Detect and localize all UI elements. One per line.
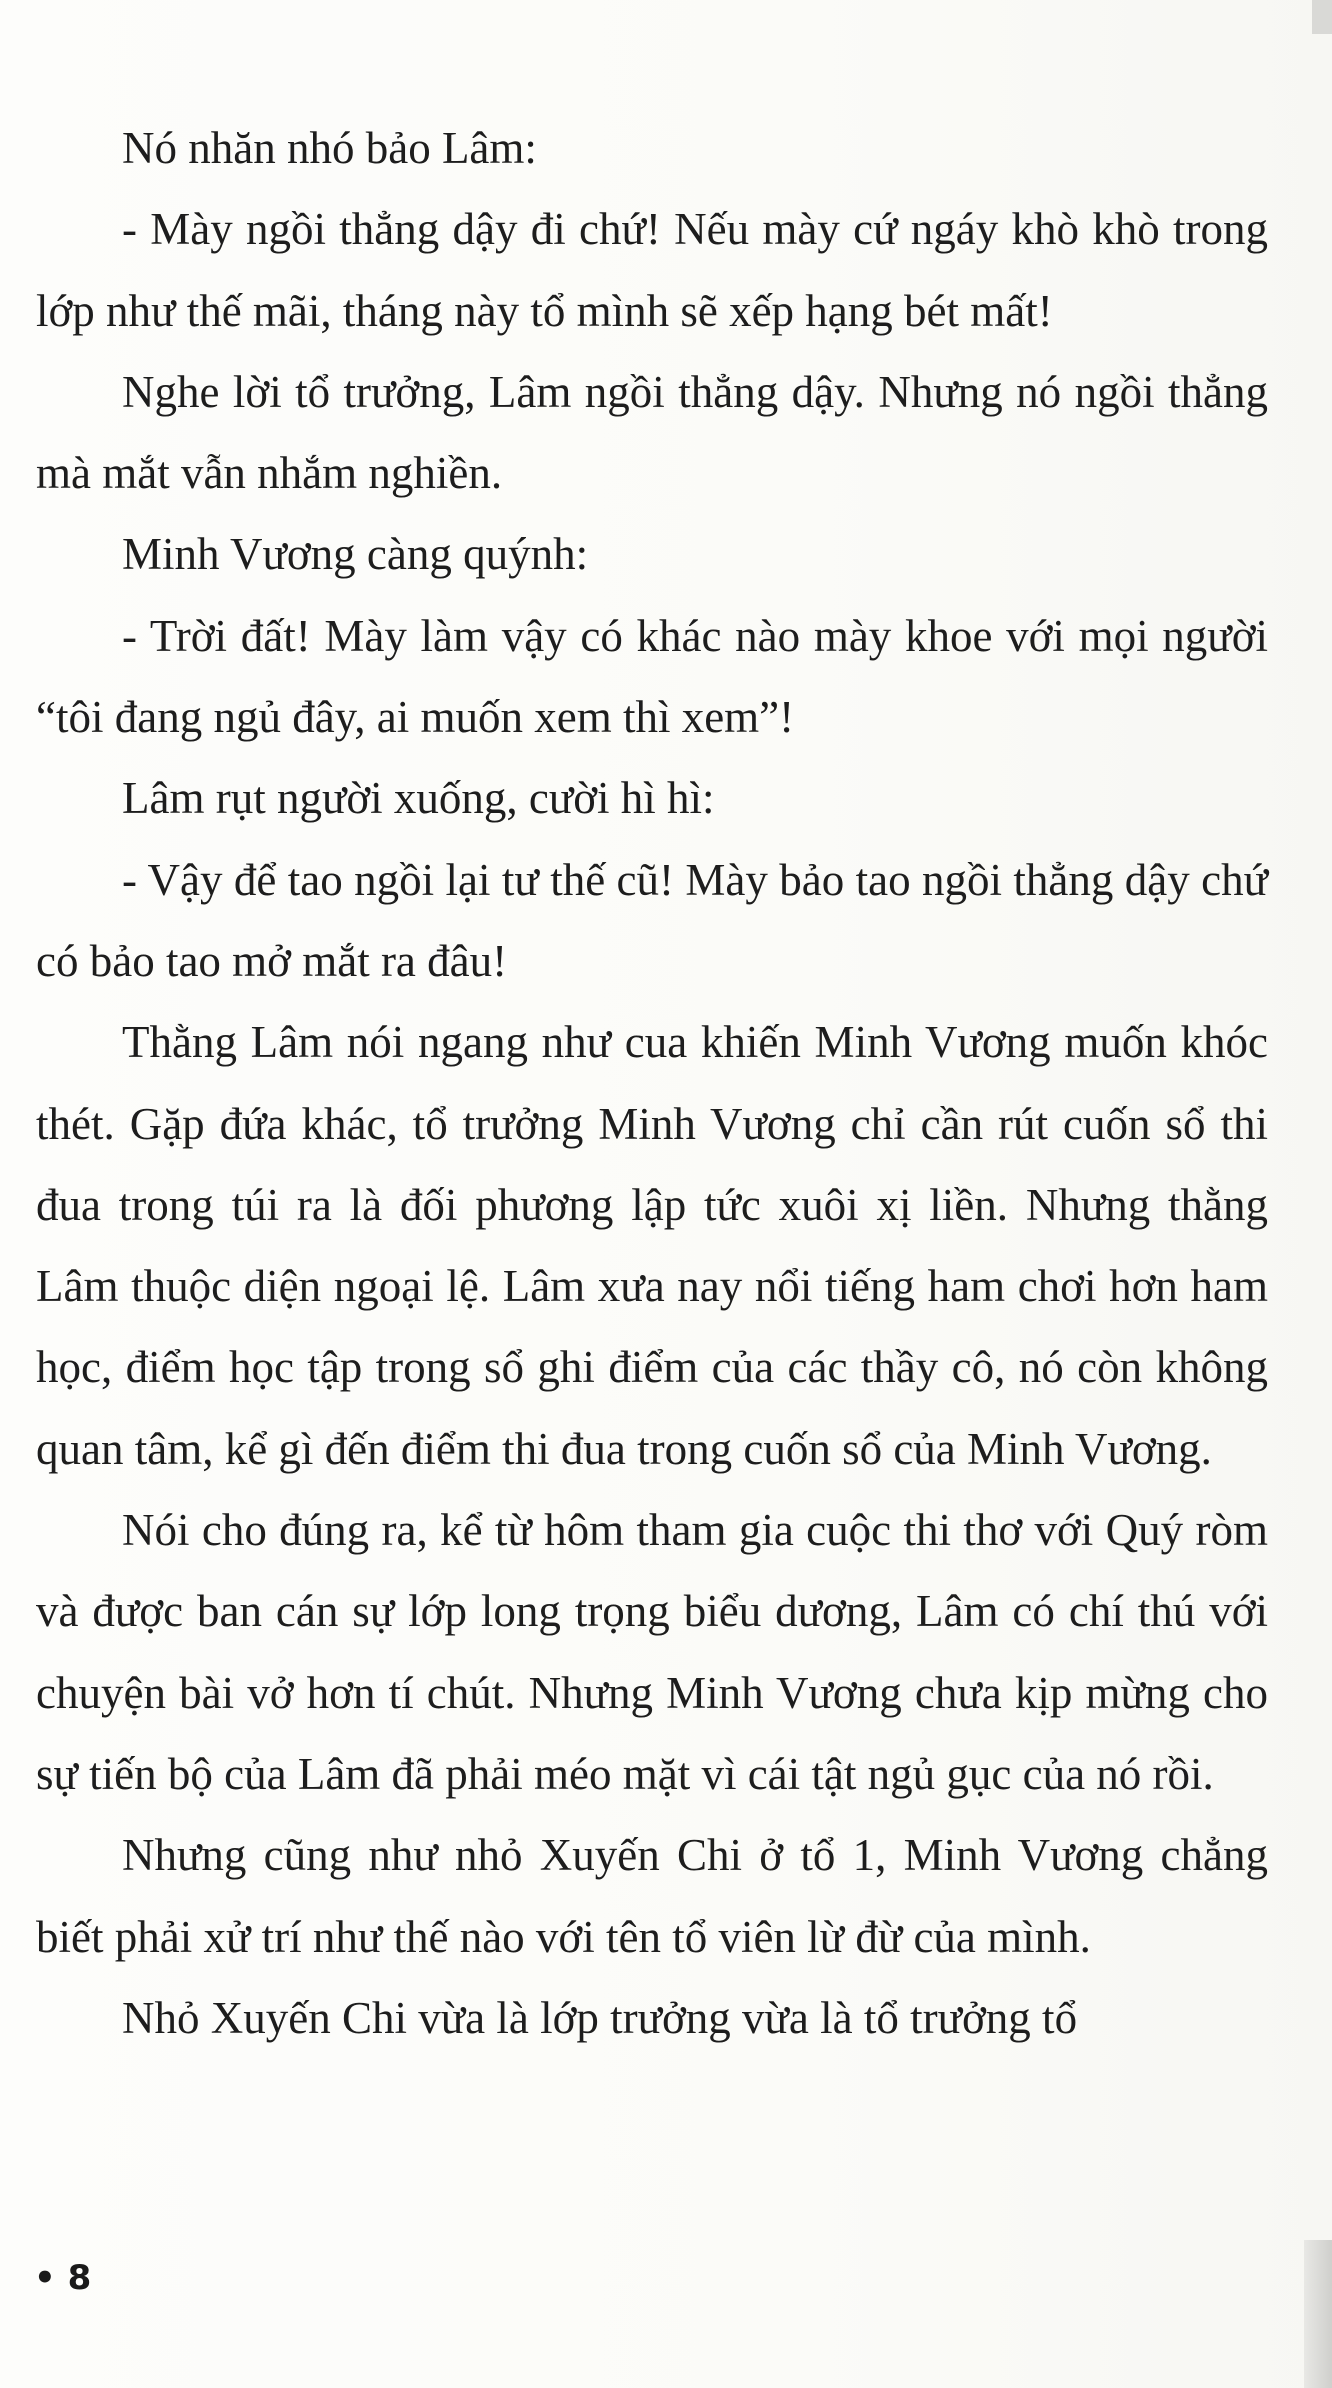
paragraph: - Vậy để tao ngồi lại tư thế cũ! Mày bảo tao ngồi thẳng dậy chứ có bảo tao mở mắt ra đâu! (36, 854, 1268, 986)
paragraph: Thằng Lâm nói ngang như cua khiến Minh Vương muốn khóc thét. Gặp đứa khác, tổ trưởng Minh Vương chỉ cần rút cuốn sổ thi đua trong túi ra là đối phương lập tức xuôi xị liền. Nhưng thằng Lâm thuộc diện ngoại lệ. Lâm xưa nay nổi tiếng ham chơi hơn ham học, điểm học tập trong sổ ghi điểm của các thầy cô, nó còn không quan tâm, kể gì đến điểm thi đua trong cuốn sổ của Minh Vương. (36, 1017, 1268, 1474)
page-edge-shadow (1304, 2240, 1332, 2388)
page-number: • 8 (34, 2258, 92, 2298)
paragraph: Nhưng cũng như nhỏ Xuyến Chi ở tổ 1, Minh Vương chẳng biết phải xử trí như thế nào với tên tổ viên lừ đừ của mình. (36, 1830, 1268, 1962)
paragraph: Nói cho đúng ra, kể từ hôm tham gia cuộc thi thơ với Quý ròm và được ban cán sự lớp long trọng biểu dương, Lâm có chí thú với chuyện bài vở hơn tí chút. Nhưng Minh Vương chưa kịp mừng cho sự tiến bộ của Lâm đã phải méo mặt vì cái tật ngủ gục của nó rồi. (36, 1505, 1268, 1799)
paragraph: Nó nhăn nhó bảo Lâm: (122, 123, 537, 173)
paragraph: Minh Vương càng quýnh: (122, 529, 589, 580)
paragraph: Lâm rụt người xuống, cười hì hì: (122, 773, 715, 824)
paragraph: - Mày ngồi thẳng dậy đi chứ! Nếu mày cứ ngáy khò khò trong lớp như thế mãi, tháng này tổ mình sẽ xếp hạng bét mất! (36, 204, 1268, 336)
page-edge-shadow (1312, 0, 1332, 34)
body-text (36, 108, 1268, 2059)
paragraph: - Trời đất! Mày làm vậy có khác nào mày khoe với mọi người “tôi đang ngủ đây, ai muốn xem thì xem”! (36, 610, 1268, 743)
paragraph: Nhỏ Xuyến Chi vừa là lớp trưởng vừa là tổ trưởng tổ (122, 1992, 1078, 2043)
paragraph: Nghe lời tổ trưởng, Lâm ngồi thẳng dậy. Nhưng nó ngồi thẳng mà mắt vẫn nhắm nghiền. (36, 366, 1268, 499)
